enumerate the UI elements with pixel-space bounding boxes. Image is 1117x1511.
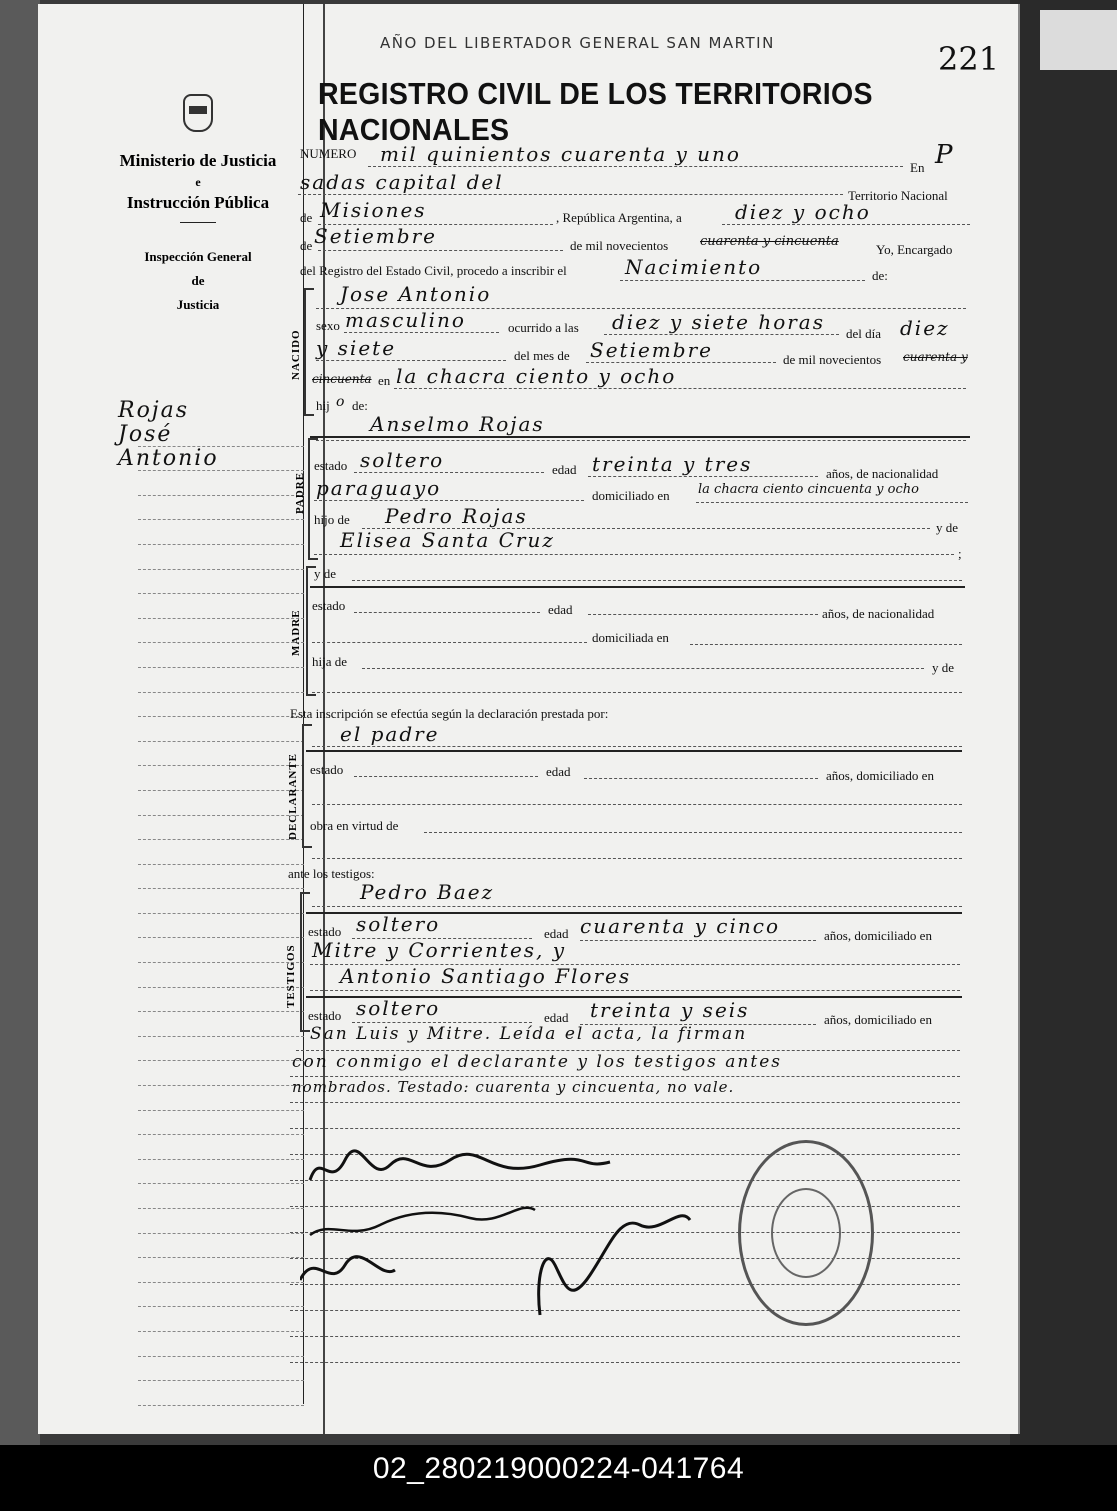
section-divider: [310, 586, 965, 588]
abuelo: Pedro Rojas: [385, 504, 528, 528]
t2-dom: San Luis y Mitre. Leída el acta, la firman: [310, 1024, 748, 1044]
ministry-line-2: Instrucción Pública: [126, 193, 270, 212]
rule: [722, 224, 970, 225]
testigo-2: Antonio Santiago Flores: [340, 964, 632, 988]
stamp-emblem: [771, 1188, 841, 1278]
hij-value: o: [336, 394, 347, 410]
rule: [312, 906, 962, 907]
territorio-label: Territorio Nacional: [848, 188, 948, 203]
margin-surname: Rojas: [118, 398, 190, 423]
mes-value: Setiembre: [590, 338, 713, 362]
testigos-label: ante los testigos:: [288, 866, 375, 881]
rule: [312, 804, 962, 805]
testigos-label-vertical: TESTIGOS: [285, 944, 297, 1008]
edad-label-t2: edad: [544, 1010, 569, 1025]
page-number: 221: [938, 40, 1000, 78]
anios-dom-label: años, domiciliado en: [826, 768, 934, 783]
y-de-madre-label: y de: [314, 566, 337, 581]
ministry-conj: e: [195, 175, 201, 189]
rule: [290, 1102, 960, 1103]
rule: [318, 250, 563, 251]
margin-name: [118, 399, 219, 471]
de-label-3: de:: [352, 398, 368, 413]
rule: [312, 642, 587, 643]
rule: [290, 1336, 960, 1337]
month-value: Setiembre: [314, 224, 437, 248]
semicolon: ;: [958, 546, 962, 561]
en-label: En: [910, 160, 925, 175]
year-label: de mil novecientos: [570, 238, 669, 253]
madre-label: MADRE: [290, 609, 302, 656]
nacido-name: Jose Antonio: [340, 282, 492, 306]
anios-nac-label: años, de nacionalidad: [826, 466, 939, 481]
anio-value: cuarenta y: [903, 350, 968, 364]
rule: [354, 472, 544, 473]
edad-label-decl: edad: [546, 764, 571, 779]
hijo-de-label: hijo de: [314, 512, 350, 527]
rule: [312, 746, 962, 747]
rule: [424, 832, 962, 833]
edad-label-madre: edad: [548, 602, 573, 617]
declarante-label: DECLARANTE: [287, 752, 299, 840]
anios-nac-label-madre: años, de nacionalidad: [822, 606, 935, 621]
declaracion-label: Esta inscripción se efectúa según la declaración prestada por:: [290, 706, 609, 721]
rule: [620, 280, 865, 281]
rule: [604, 334, 839, 335]
anio-cont: cincuenta: [312, 372, 372, 386]
place-value: sadas capital del: [300, 170, 504, 194]
rule: [588, 476, 818, 477]
numero-value: mil quinientos cuarenta y uno: [380, 142, 741, 166]
padre-estado: soltero: [360, 448, 445, 472]
ocurrido-label: ocurrido a las: [508, 320, 579, 335]
rule: [362, 668, 924, 669]
year-line: AÑO DEL LIBERTADOR GENERAL SAN MARTIN: [380, 34, 775, 52]
rule: [314, 554, 954, 555]
padre-nac: paraguayo: [316, 476, 442, 500]
sexo-value: masculino: [345, 308, 466, 332]
estado-label-decl: estado: [310, 762, 344, 777]
domiciliada-label: domiciliada en: [592, 630, 669, 645]
encargado-label: Yo, Encargado: [876, 242, 953, 257]
hora-value: diez y siete horas: [612, 310, 825, 334]
image-caption: 02_280219000224-041764: [372, 1452, 745, 1485]
book-edge-left: [0, 0, 40, 1511]
margin-second-name: Antonio: [118, 446, 219, 471]
de-label: de: [300, 210, 313, 225]
padre-name: Anselmo Rojas: [370, 412, 545, 436]
t2-estado: soltero: [356, 996, 441, 1020]
acto-value: Nacimiento: [625, 255, 763, 279]
padre-label: PADRE: [294, 471, 306, 514]
rule: [696, 502, 968, 503]
ministry-block: [98, 94, 298, 317]
hij-label: hij: [316, 398, 330, 413]
section-divider: [310, 436, 970, 438]
background-strip: [1040, 10, 1117, 70]
rule: [312, 858, 962, 859]
y-de-label: y de: [936, 520, 959, 535]
t1-dom: Mitre y Corrientes, y: [312, 938, 567, 962]
rule: [368, 166, 903, 167]
del-dia-label: del día: [846, 326, 882, 341]
coat-of-arms-icon: [183, 94, 213, 132]
en-value: P: [935, 140, 955, 170]
rule: [588, 614, 818, 615]
rule: [290, 1076, 960, 1077]
obra-label: obra en virtud de: [310, 818, 399, 833]
rule: [352, 580, 962, 581]
closing-1: con conmigo el declarante y los testigos antes: [292, 1052, 782, 1072]
abuela: Elisea Santa Cruz: [340, 528, 555, 552]
de-label-2: de: [300, 238, 313, 253]
t2-edad: treinta y seis: [590, 998, 750, 1022]
rule: [316, 360, 506, 361]
dia-value: diez: [900, 316, 950, 340]
declarante: el padre: [340, 722, 440, 746]
ministry-line-1: Ministerio de Justicia: [119, 151, 277, 170]
official-stamp: [738, 1140, 874, 1326]
rule: [352, 1022, 532, 1023]
rule: [310, 990, 960, 991]
territory-value: Misiones: [320, 198, 427, 222]
rule: [584, 778, 818, 779]
rule: [316, 440, 966, 441]
inspection-conj: de: [191, 273, 205, 288]
padre-edad: treinta y tres: [592, 452, 753, 476]
inspection-line-2: Justicia: [176, 297, 220, 312]
rule: [354, 776, 538, 777]
rule: [296, 1050, 960, 1051]
estado-label: estado: [314, 458, 348, 473]
rule: [312, 692, 962, 693]
closing-2: nombrados. Testado: cuarenta y cincuenta, no vale.: [292, 1078, 735, 1096]
del-mes-label: del mes de: [514, 348, 570, 363]
rule: [394, 388, 966, 389]
page-title: REGISTRO CIVIL DE LOS TERRITORIOS NACIONALES: [318, 76, 873, 147]
anios-dom-label-t1: años, domiciliado en: [824, 928, 932, 943]
registro-label: del Registro del Estado Civil, procedo a inscribir el: [300, 263, 567, 278]
dia-value-2: y siete: [316, 336, 397, 360]
rule: [314, 500, 584, 501]
rule: [580, 940, 816, 941]
year-value: cuarenta y cincuenta: [700, 234, 839, 249]
numero-label: NUMERO: [300, 146, 357, 161]
day-value: diez y ocho: [735, 200, 871, 224]
lugar-value: la chacra ciento y ocho: [396, 364, 677, 388]
sexo-label: sexo: [316, 318, 340, 333]
rule: [290, 1128, 960, 1129]
rule: [290, 1362, 960, 1363]
rule: [298, 194, 843, 195]
divider: [180, 222, 216, 223]
de-colon-label: de:: [872, 268, 888, 283]
nacido-bracket: [304, 288, 314, 416]
hija-de-label: hija de: [312, 654, 348, 669]
rule: [586, 362, 776, 363]
en-lugar-label: en: [378, 373, 391, 388]
t1-estado: soltero: [356, 912, 441, 936]
rule: [344, 332, 499, 333]
margin-ruled-lines: [138, 422, 304, 1406]
mil-nov-label: de mil novecientos: [783, 352, 882, 367]
estado-label-t2: estado: [308, 1008, 342, 1023]
estado-label-madre: estado: [312, 598, 346, 613]
edad-label: edad: [552, 462, 577, 477]
registrar-signature: [530, 1195, 700, 1325]
section-divider: [306, 750, 962, 752]
padre-dom: la chacra ciento cincuenta y ocho: [698, 482, 919, 497]
anios-dom-label-t2: años, domiciliado en: [824, 1012, 932, 1027]
domiciliado-en-label: domiciliado en: [592, 488, 670, 503]
rule: [354, 612, 540, 613]
rule: [690, 644, 962, 645]
y-de-label-madre: y de: [932, 660, 955, 675]
republica-label: , República Argentina, a: [556, 210, 682, 225]
edad-label-t1: edad: [544, 926, 569, 941]
margin-first-name: José: [118, 422, 173, 447]
t1-edad: cuarenta y cinco: [580, 914, 780, 938]
inspection-line-1: Inspección General: [144, 249, 252, 264]
nacido-label: NACIDO: [290, 329, 302, 380]
book-edge-right: [1010, 0, 1117, 1511]
testigo-1: Pedro Baez: [360, 880, 495, 904]
estado-label-t1: estado: [308, 924, 342, 939]
